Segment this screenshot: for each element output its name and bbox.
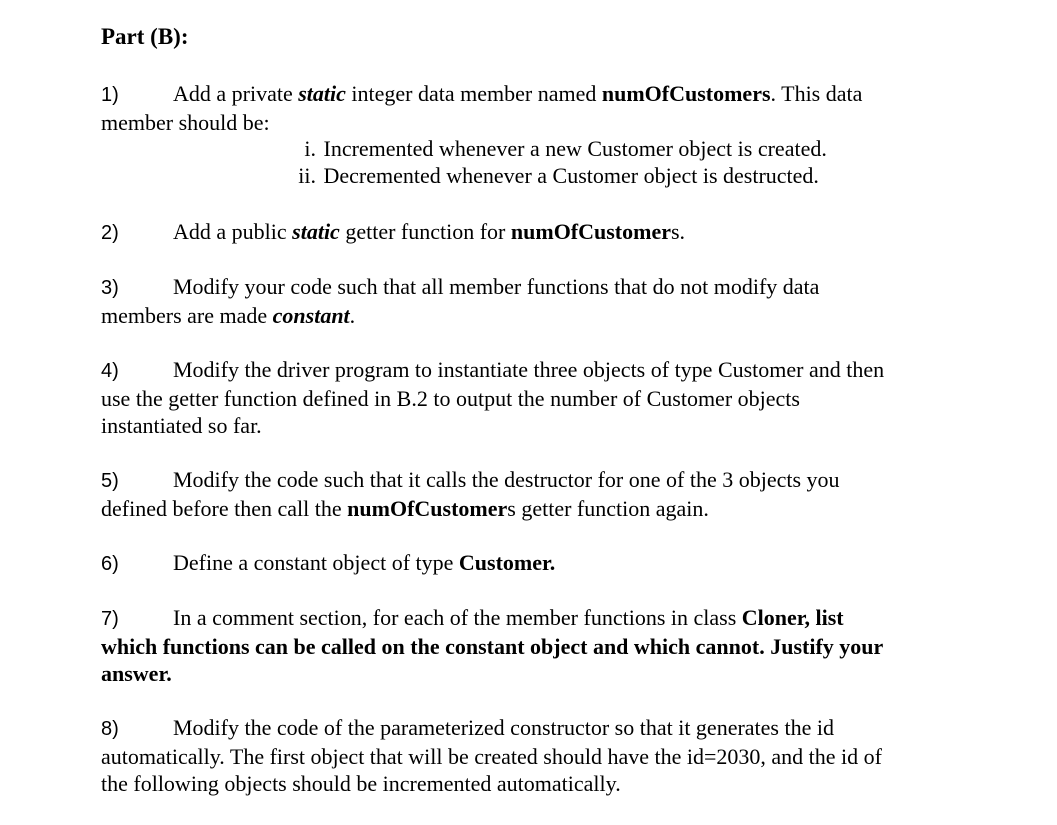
item-number: 8) [101, 718, 119, 740]
sub-list [276, 135, 827, 189]
item-number: 5) [101, 470, 119, 492]
item-number: 7) [101, 608, 119, 630]
page-title: Part (B): [101, 24, 189, 49]
item-5: 5) Modify the code such that it calls the destructor for one of the 3 objects you defined before then call the numOfCustomers getter function again. [101, 467, 840, 521]
item-2: 2) Add a public static getter function for numOfCustomers. [101, 218, 971, 247]
item-4: 4) Modify the driver program to instantiate three objects of type Customer and then use the getter function defined in B.2 to output the number of Customer objects instantiated so far. [101, 357, 885, 438]
sub-item: i. Incremented whenever a new Customer object is created. [304, 136, 827, 161]
item-3: 3) Modify your code such that all member functions that do not modify data members are made constant. [101, 274, 820, 328]
item-number: 6) [101, 553, 119, 575]
item-8: 8) Modify the code of the parameterized constructor so that it generates the id automatically. The first object that will be created should have the id=2030, and the id of the following objects should be incremented automatically. [101, 715, 882, 796]
item-number: 3) [101, 277, 119, 299]
item-1: 1) Add a private static integer data member named numOfCustomers. This data member should be: [101, 81, 863, 135]
item-number: 1) [101, 84, 119, 106]
sub-item: ii. Decremented whenever a Customer object is destructed. [298, 163, 819, 188]
item-number: 4) [101, 360, 119, 382]
item-7: 7) In a comment section, for each of the member functions in class Cloner, list which functions can be called on the constant object and which cannot. Justify your answer. [101, 605, 884, 686]
item-6: 6) Define a constant object of type Customer. [101, 549, 971, 578]
item-number: 2) [101, 222, 119, 244]
